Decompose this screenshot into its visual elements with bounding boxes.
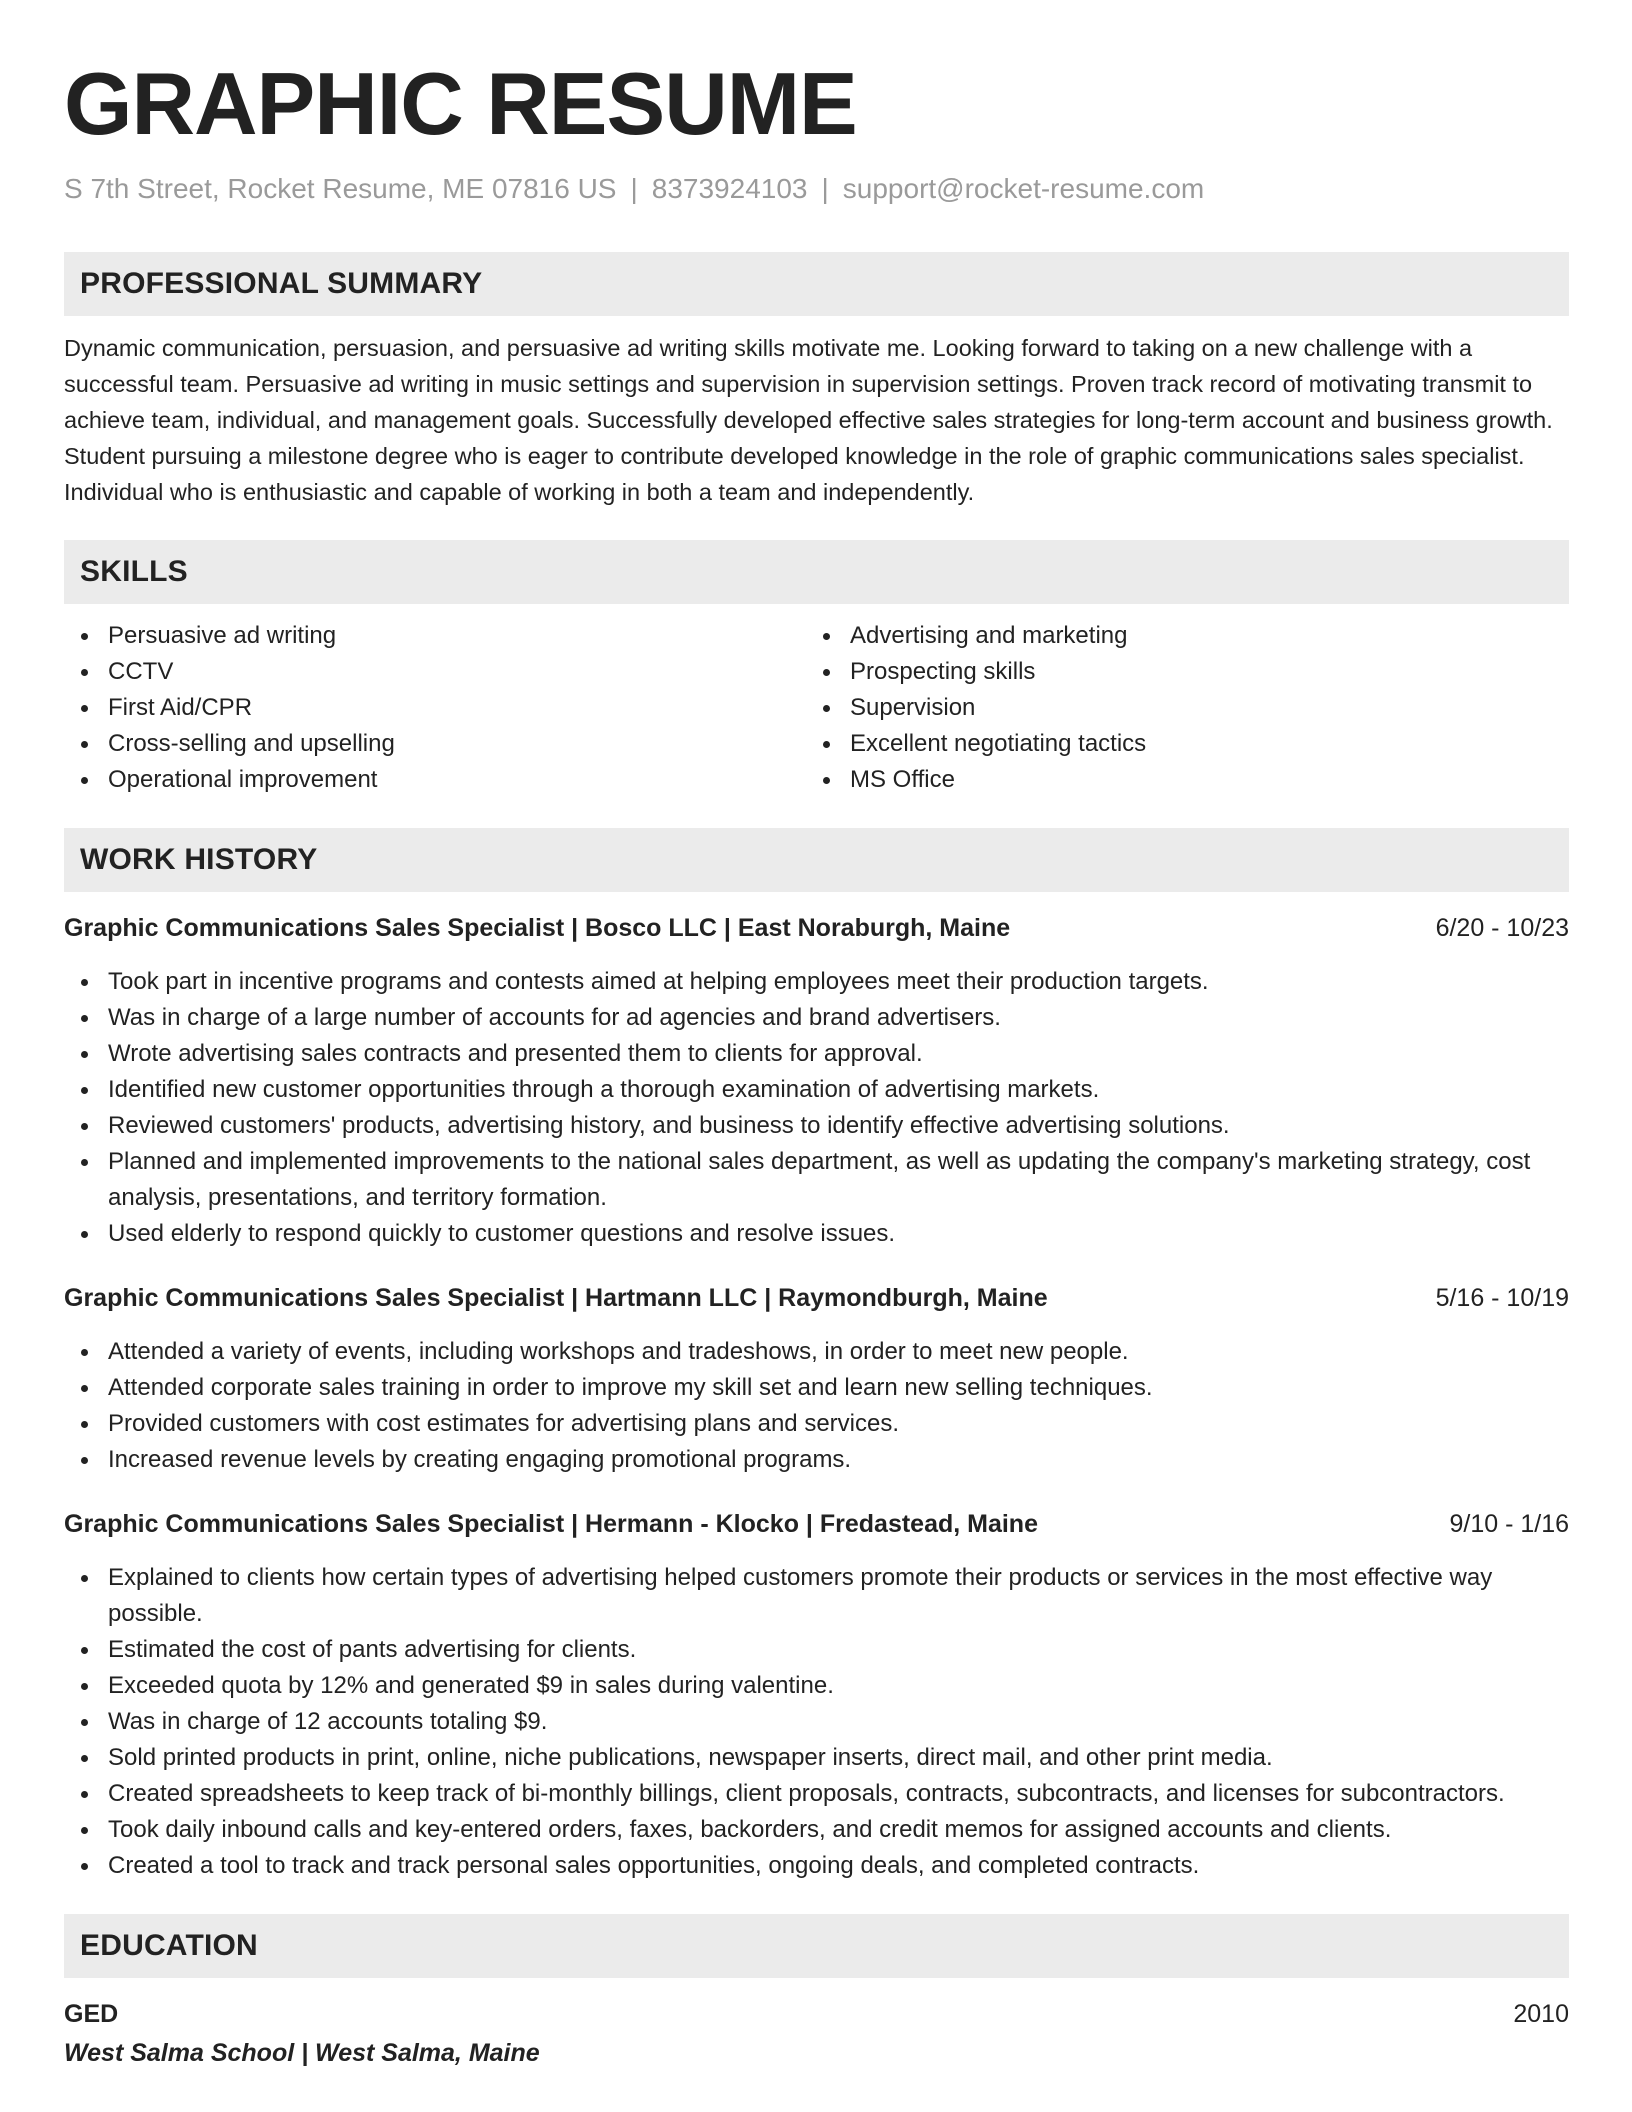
job-bullet: Planned and implemented improvements to the national sales department, as well as updating the company's marketing strategy, cost analysis, presentations, and territory formation. — [64, 1144, 1569, 1216]
job-bullet: Took daily inbound calls and key-entered orders, faxes, backorders, and credit memos for assigned accounts and clients. — [64, 1812, 1569, 1848]
job-bullet: Created a tool to track and track personal sales opportunities, ongoing deals, and completed contracts. — [64, 1848, 1569, 1884]
job-bullet: Sold printed products in print, online, niche publications, newspaper inserts, direct mail, and other print media. — [64, 1740, 1569, 1776]
education-degree: GED — [64, 1999, 119, 2028]
job-bullet: Reviewed customers' products, advertising history, and business to identify effective advertising solutions. — [64, 1108, 1569, 1144]
contact-phone: 8373924103 — [651, 173, 808, 204]
job-bullet: Identified new customer opportunities through a thorough examination of advertising markets. — [64, 1072, 1569, 1108]
section-header-education: EDUCATION — [64, 1914, 1569, 1978]
job-bullet: Took part in incentive programs and contests aimed at helping employees meet their production targets. — [64, 964, 1569, 1000]
job-bullet: Attended corporate sales training in order to improve my skill set and learn new selling techniques. — [64, 1370, 1569, 1406]
skills-column-right — [806, 618, 1506, 798]
resume-name: GRAPHIC RESUME — [64, 54, 857, 153]
contact-address: S 7th Street, Rocket Resume, ME 07816 US — [64, 173, 617, 204]
education-year: 2010 — [1513, 1999, 1569, 2028]
job-entry — [64, 1506, 1569, 1884]
job-bullet: Was in charge of a large number of accounts for ad agencies and brand advertisers. — [64, 1000, 1569, 1036]
job-dates: 9/10 - 1/16 — [1449, 1509, 1569, 1538]
job-entry — [64, 910, 1569, 1252]
skill-item: Prospecting skills — [806, 654, 1506, 690]
job-header — [64, 1280, 1569, 1316]
job-bullets — [64, 1560, 1569, 1884]
job-entry — [64, 1280, 1569, 1478]
contact-separator: | — [630, 173, 638, 204]
job-bullet: Explained to clients how certain types of advertising helped customers promote their products or services in the most effective way possible. — [64, 1560, 1569, 1632]
job-bullet: Increased revenue levels by creating engaging promotional programs. — [64, 1442, 1569, 1478]
skill-item: First Aid/CPR — [64, 690, 806, 726]
job-bullet: Estimated the cost of pants advertising for clients. — [64, 1632, 1569, 1668]
job-bullet: Created spreadsheets to keep track of bi-monthly billings, client proposals, contracts, subcontracts, and licenses for subcontractors. — [64, 1776, 1569, 1812]
skill-item: Cross-selling and upselling — [64, 726, 806, 762]
job-title: Graphic Communications Sales Specialist | Hermann - Klocko | Fredastead, Maine — [64, 1509, 1038, 1538]
skills-column-left — [64, 618, 806, 798]
job-bullet: Exceeded quota by 12% and generated $9 in sales during valentine. — [64, 1668, 1569, 1704]
section-header-work-history: WORK HISTORY — [64, 828, 1569, 892]
job-dates: 5/16 - 10/19 — [1435, 1283, 1569, 1312]
education-school: West Salma School | West Salma, Maine — [64, 2038, 540, 2067]
contact-email: support@rocket-resume.com — [842, 173, 1205, 204]
skill-item: CCTV — [64, 654, 806, 690]
contact-line — [64, 172, 1569, 206]
skills-list — [64, 618, 1569, 798]
skill-item: Excellent negotiating tactics — [806, 726, 1506, 762]
job-bullets — [64, 964, 1569, 1252]
job-bullet: Was in charge of 12 accounts totaling $9. — [64, 1704, 1569, 1740]
skill-item: MS Office — [806, 762, 1506, 798]
section-header-summary: PROFESSIONAL SUMMARY — [64, 252, 1569, 316]
job-bullets — [64, 1334, 1569, 1478]
job-bullet: Attended a variety of events, including workshops and tradeshows, in order to meet new people. — [64, 1334, 1569, 1370]
job-bullet: Provided customers with cost estimates for advertising plans and services. — [64, 1406, 1569, 1442]
education-header — [64, 1996, 1569, 2032]
skill-item: Operational improvement — [64, 762, 806, 798]
education-entry — [64, 1996, 1569, 2072]
skill-item: Persuasive ad writing — [64, 618, 806, 654]
job-bullet: Wrote advertising sales contracts and presented them to clients for approval. — [64, 1036, 1569, 1072]
job-dates: 6/20 - 10/23 — [1435, 913, 1569, 942]
job-bullet: Used elderly to respond quickly to customer questions and resolve issues. — [64, 1216, 1569, 1252]
job-header — [64, 910, 1569, 946]
skill-item: Advertising and marketing — [806, 618, 1506, 654]
contact-separator: | — [821, 173, 829, 204]
skill-item: Supervision — [806, 690, 1506, 726]
summary-text: Dynamic communication, persuasion, and persuasive ad writing skills motivate me. Looking forward to taking on a new challenge with a successful team. Persuasive ad writing in music settings and supervision in supervision settings. Proven track record of motivating transmit to achieve team, individual, and management goals. Successfully developed effective sales strategies for long-term account and business growth. Student pursuing a milestone degree who is eager to contribute developed knowledge in the role of graphic communications sales specialist. Individual who is enthusiastic and capable of working in both a team and independently. — [64, 334, 1553, 505]
job-header — [64, 1506, 1569, 1542]
job-title: Graphic Communications Sales Specialist | Hartmann LLC | Raymondburgh, Maine — [64, 1283, 1048, 1312]
section-header-skills: SKILLS — [64, 540, 1569, 604]
job-title: Graphic Communications Sales Specialist | Bosco LLC | East Noraburgh, Maine — [64, 913, 1011, 942]
